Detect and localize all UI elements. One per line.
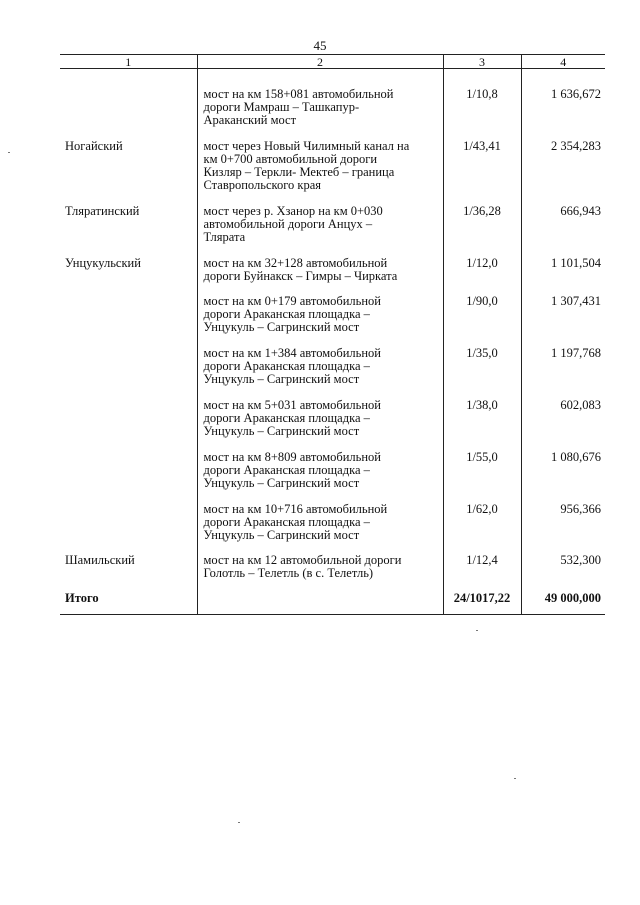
object-cell (197, 244, 443, 283)
scan-speck (8, 152, 10, 153)
object-cell (197, 490, 443, 542)
total-row (60, 580, 605, 615)
district-cell: Ногайский (65, 139, 123, 153)
district-cell (60, 69, 197, 128)
sum-cell: 956,366 (521, 490, 605, 542)
table-row (60, 334, 605, 386)
district-cell (60, 438, 197, 490)
ratio-cell: 1/35,0 (443, 334, 521, 386)
object-cell (197, 192, 443, 244)
object-line: мост на км 158+081 автомобильной (203, 87, 394, 101)
table-row (60, 542, 605, 580)
sum-cell: 666,943 (521, 192, 605, 244)
ratio-cell: 1/36,28 (443, 192, 521, 244)
object-cell (197, 69, 443, 128)
object-line: мост на км 8+809 автомобильной (203, 450, 381, 464)
table-row (60, 490, 605, 542)
ratio-cell: 1/12,0 (443, 244, 521, 283)
bridges-table (60, 54, 605, 615)
object-line: мост на км 12 автомобильной дороги (203, 553, 402, 567)
ratio-cell: 1/55,0 (443, 438, 521, 490)
object-line: дороги Араканская площадка – (203, 411, 370, 425)
object-cell (197, 386, 443, 438)
object-line: Голотль – Телетль (в с. Телетль) (203, 566, 374, 580)
object-cell (197, 283, 443, 334)
object-line: мост на км 1+384 автомобильной (203, 346, 381, 360)
table-row (60, 244, 605, 283)
sum-cell: 602,083 (521, 386, 605, 438)
scan-speck (238, 822, 240, 823)
table-row (60, 438, 605, 490)
table-header (60, 55, 605, 69)
object-line: мост на км 5+031 автомобильной (203, 398, 381, 412)
object-cell (197, 334, 443, 386)
object-line: Кизляр – Теркли- Мектеб – граница (203, 165, 395, 179)
sum-cell: 1 307,431 (521, 283, 605, 334)
object-line: Араканский мост (203, 113, 297, 127)
object-line: км 0+700 автомобильной дороги (203, 152, 378, 166)
object-line: Ставропольского края (203, 178, 321, 192)
sum-cell: 2 354,283 (521, 127, 605, 192)
total-label: Итого (60, 580, 197, 615)
sum-cell: 1 636,672 (521, 69, 605, 128)
table-row (60, 69, 605, 128)
object-line: дороги Араканская площадка – (203, 307, 370, 321)
object-cell (197, 127, 443, 192)
district-cell: Унцукульский (65, 256, 141, 270)
table-row (60, 386, 605, 438)
ratio-cell: 1/10,8 (443, 69, 521, 128)
ratio-cell: 1/43,41 (443, 127, 521, 192)
ratio-cell: 1/90,0 (443, 283, 521, 334)
object-line: мост через Новый Чилимный канал на (203, 139, 410, 153)
object-line: дороги Мамраш – Ташкапур- (203, 100, 360, 114)
header-col-1: 1 (60, 55, 197, 69)
object-cell (197, 438, 443, 490)
header-col-2: 2 (197, 55, 443, 69)
object-line: дороги Араканская площадка – (203, 359, 370, 373)
ratio-cell: 1/12,4 (443, 542, 521, 580)
total-sum: 49 000,000 (521, 580, 605, 615)
scan-speck (476, 630, 478, 631)
header-row (60, 55, 605, 69)
object-line: Унцукуль – Сагринский мост (203, 476, 360, 490)
district-cell (60, 334, 197, 386)
total-ratio: 24/1017,22 (443, 580, 521, 615)
district-cell (60, 283, 197, 334)
object-line: автомобильной дороги Анцух – (203, 217, 373, 231)
sum-cell: 1 080,676 (521, 438, 605, 490)
district-cell (60, 490, 197, 542)
total-object-cell (197, 580, 443, 615)
table-row (60, 192, 605, 244)
object-line: дороги Буйнакск – Гимры – Чирката (203, 269, 398, 283)
object-line: Унцукуль – Сагринский мост (203, 372, 360, 386)
object-line: мост на км 10+716 автомобильной (203, 502, 388, 516)
page-number: 45 (313, 38, 327, 53)
object-line: мост через р. Хзанор на км 0+030 (203, 204, 383, 218)
header-col-3: 3 (443, 55, 521, 69)
object-cell (197, 542, 443, 580)
object-line: мост на км 32+128 автомобильной (203, 256, 388, 270)
sum-cell: 1 197,768 (521, 334, 605, 386)
object-line: Унцукуль – Сагринский мост (203, 320, 360, 334)
sum-cell: 1 101,504 (521, 244, 605, 283)
object-line: мост на км 0+179 автомобильной (203, 294, 381, 308)
ratio-cell: 1/38,0 (443, 386, 521, 438)
object-line: Унцукуль – Сагринский мост (203, 528, 360, 542)
header-col-4: 4 (521, 55, 605, 69)
district-cell (60, 386, 197, 438)
district-cell: Шамильский (65, 553, 135, 567)
ratio-cell: 1/62,0 (443, 490, 521, 542)
object-line: дороги Араканская площадка – (203, 463, 370, 477)
district-cell: Тляратинский (65, 204, 140, 218)
table-body (60, 69, 605, 615)
table-row (60, 283, 605, 334)
scan-speck (514, 778, 516, 779)
object-line: Унцукуль – Сагринский мост (203, 424, 360, 438)
table-row (60, 127, 605, 192)
object-line: дороги Араканская площадка – (203, 515, 370, 529)
sum-cell: 532,300 (521, 542, 605, 580)
object-line: Тлярата (203, 230, 246, 244)
